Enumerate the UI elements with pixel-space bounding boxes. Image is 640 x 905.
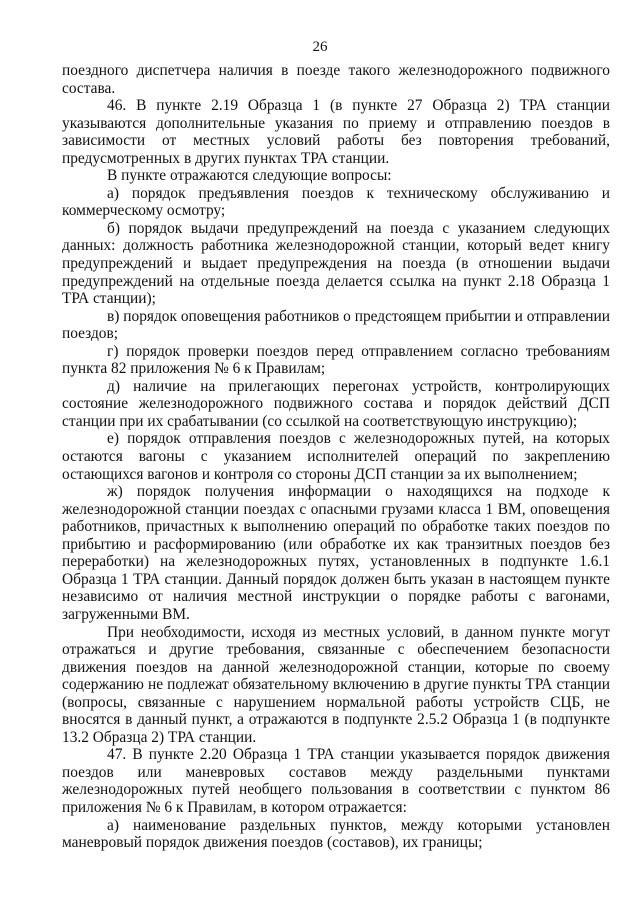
page-number: 26 <box>312 39 328 55</box>
list-item: в) порядок оповещения работников о предстоящем прибытии и отправлении поездов; <box>62 307 610 343</box>
paragraph: При необходимости, исходя из местных условий, в данном пункте могут отражаться и другие требования, связанные с обеспечением безопасности движения поездов на данной железнодорожной станции, которые по своему содержанию не подлежат обязательному включению в другие пункты ТРА станции (вопросы, связанные с нарушением нормальной работы устройств СЦБ, не вносятся в данный пункт, а отражаются в подпункте 2.5.2 Образца 1 (в подпункте 13.2 Образца 2) ТРА станции. <box>62 623 610 746</box>
list-item: ж) порядок получения информации о находящихся на подходе к железнодорожной станции поездах с опасными грузами класса 1 ВМ, оповещения работников, причастных к выполнению операций по обработке таких поездов по прибытию и расформированию (или обработке их как транзитных поездов без переработки) на железнодорожных путях, установленных в подпункте 1.6.1 Образца 1 ТРА станции. Данный порядок должен быть указан в настоящем пункте независимо от наличия местной инструкции о порядке работы с вагонами, загруженными ВМ. <box>62 483 610 623</box>
list-item: б) порядок выдачи предупреждений на поезда с указанием следующих данных: должность работника железнодорожной станции, который ведет книгу предупреждений и выдает предупреждения на поезда (в отношении выдачи предупреждений на отдельные поезда делается ссылка на пункт 2.18 Образца 1 ТРА станции); <box>62 219 610 308</box>
document-body <box>62 62 610 852</box>
list-item: а) порядок предъявления поездов к техническому обслуживанию и коммерческому осмотру; <box>62 184 610 220</box>
list-item: а) наименование раздельных пунктов, между которыми установлен маневровый порядок движения поездов (составов), их границы; <box>62 816 610 852</box>
list-item: е) порядок отправления поездов с железнодорожных путей, на которых остаются вагоны с указанием исполнителей операций по закреплению остающихся вагонов и контроля со стороны ДСП станции за их выполнением; <box>62 430 610 483</box>
paragraph: поездного диспетчера наличия в поезде такого железнодорожного подвижного состава. <box>62 62 610 97</box>
list-item: д) наличие на прилегающих перегонах устройств, контролирующих состояние железнодорожного подвижного состава и порядок действий ДСП станции при их срабатывании (со ссылкой на соответствующую инструкцию); <box>62 377 610 430</box>
paragraph: 46. В пункте 2.19 Образца 1 (в пункте 27 Образца 2) ТРА станции указываются дополнительные указания по приему и отправлению поездов в зависимости от местных условий работы без повторения требований, предусмотренных в других пунктах ТРА станции. <box>62 97 610 167</box>
paragraph: В пункте отражаются следующие вопросы: <box>107 167 392 185</box>
paragraph: 47. В пункте 2.20 Образца 1 ТРА станции указывается порядок движения поездов или маневровых составов между раздельными пунктами железнодорожных путей необщего пользования в соответствии с пунктом 86 приложения № 6 к Правилам, в котором отражается: <box>62 746 610 816</box>
list-item: г) порядок проверки поездов перед отправлением согласно требованиям пункта 82 приложения № 6 к Правилам; <box>62 342 610 378</box>
